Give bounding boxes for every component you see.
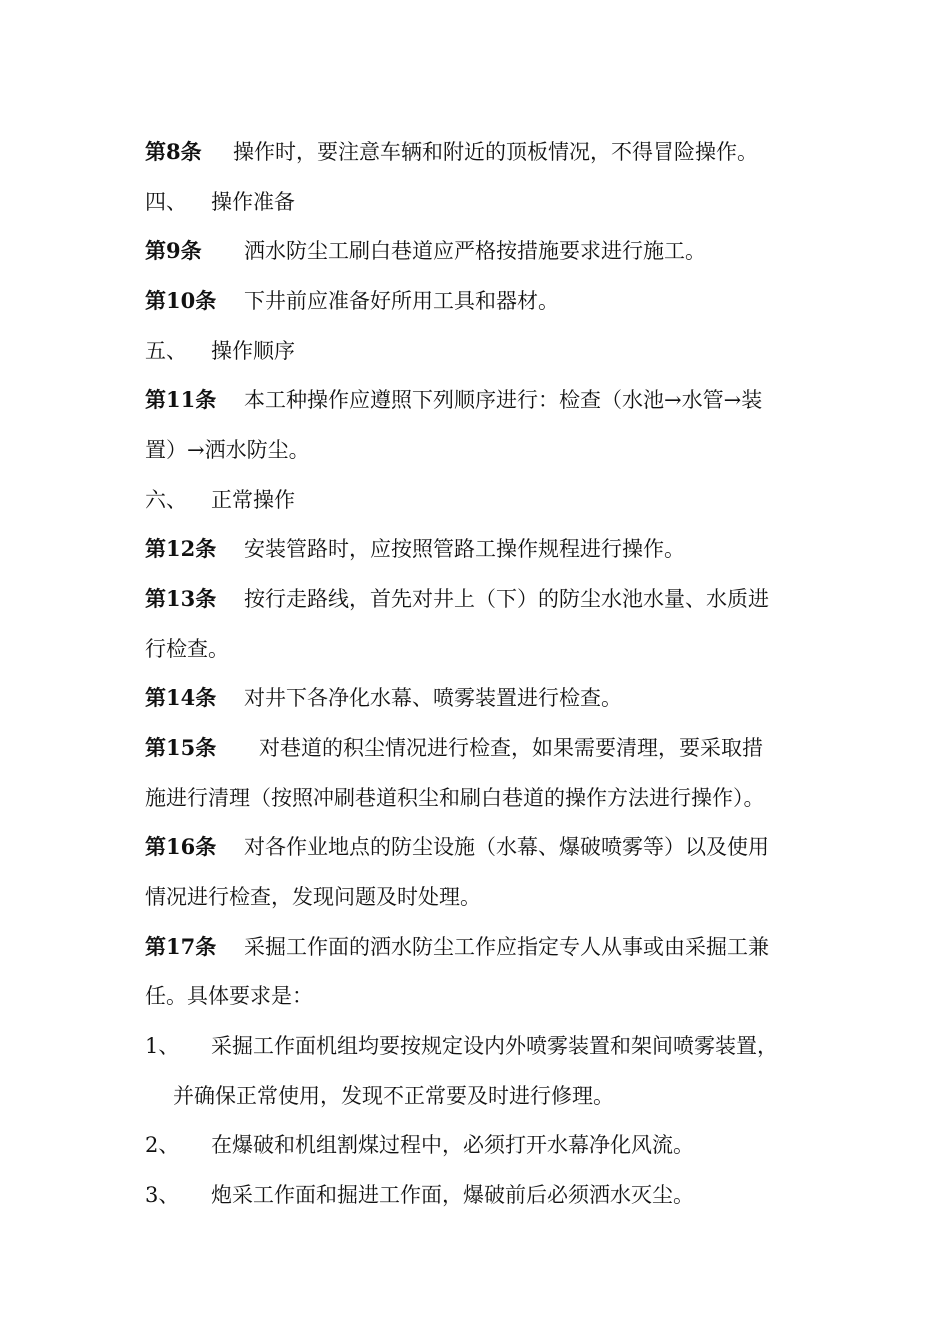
article-16-continuation: [145, 883, 840, 911]
list-text: 采掘工作面机组均要按规定设内外喷雾装置和架间喷雾装置，: [211, 1034, 778, 1058]
article-11: [145, 386, 840, 414]
article-text: 行检查。: [145, 637, 229, 661]
section-number: 六、: [145, 488, 187, 512]
article-11-continuation: [145, 436, 840, 464]
section-title: 正常操作: [211, 488, 295, 512]
article-number: 第9条: [145, 238, 202, 263]
article-13: [145, 585, 840, 613]
article-number: 第14条: [145, 685, 217, 710]
article-number: 第11条: [145, 387, 217, 412]
article-17: [145, 933, 840, 961]
article-number: 第8条: [145, 139, 202, 164]
article-9: [145, 237, 840, 265]
article-number: 第16条: [145, 834, 217, 859]
article-text: 置）→洒水防尘。: [145, 438, 310, 462]
list-item-2: [145, 1131, 840, 1159]
article-text: 情况进行检查，发现问题及时处理。: [145, 885, 481, 909]
article-text: 下井前应准备好所用工具和器材。: [244, 289, 559, 313]
article-15-continuation: [145, 784, 840, 812]
article-14: [145, 684, 840, 712]
list-item-1: [145, 1032, 840, 1060]
article-text: 操作时，要注意车辆和附近的顶板情况，不得冒险操作。: [233, 140, 758, 164]
list-number: 3、: [145, 1183, 180, 1207]
article-text: 按行走路线，首先对井上（下）的防尘水池水量、水质进: [244, 587, 769, 611]
list-text: 炮采工作面和掘进工作面，爆破前后必须洒水灭尘。: [211, 1183, 694, 1207]
section-title: 操作准备: [211, 190, 295, 214]
article-17-continuation: [145, 982, 840, 1010]
article-text: 对巷道的积尘情况进行检查，如果需要清理，要采取措: [259, 736, 763, 760]
article-number: 第13条: [145, 586, 217, 611]
section-heading-6: [145, 486, 840, 514]
article-8: [145, 138, 840, 166]
article-text: 采掘工作面的洒水防尘工作应指定专人从事或由采掘工兼: [244, 935, 769, 959]
list-text: 并确保正常使用，发现不正常要及时进行修理。: [173, 1084, 614, 1108]
article-number: 第12条: [145, 536, 217, 561]
list-item-1-continuation: [173, 1082, 840, 1110]
article-text: 施进行清理（按照冲刷巷道积尘和刷白巷道的操作方法进行操作）。: [145, 786, 765, 810]
section-heading-4: [145, 188, 840, 216]
article-number: 第17条: [145, 934, 217, 959]
article-text: 安装管路时，应按照管路工操作规程进行操作。: [244, 537, 685, 561]
list-text: 在爆破和机组割煤过程中，必须打开水幕净化风流。: [211, 1133, 694, 1157]
article-text: 洒水防尘工刷白巷道应严格按措施要求进行施工。: [244, 239, 706, 263]
article-10: [145, 287, 840, 315]
article-number: 第10条: [145, 288, 217, 313]
article-16: [145, 833, 840, 861]
list-number: 1、: [145, 1034, 180, 1058]
article-text: 本工种操作应遵照下列顺序进行：检查（水池→水管→装: [244, 388, 763, 412]
section-number: 五、: [145, 339, 187, 363]
article-12: [145, 535, 840, 563]
article-15: [145, 734, 840, 762]
article-text: 任。具体要求是：: [145, 984, 313, 1008]
article-13-continuation: [145, 635, 840, 663]
list-item-3: [145, 1181, 840, 1209]
section-number: 四、: [145, 190, 187, 214]
article-text: 对各作业地点的防尘设施（水幕、爆破喷雾等）以及使用: [244, 835, 769, 859]
section-title: 操作顺序: [211, 339, 295, 363]
article-text: 对井下各净化水幕、喷雾装置进行检查。: [244, 686, 622, 710]
list-number: 2、: [145, 1133, 180, 1157]
article-number: 第15条: [145, 735, 217, 760]
section-heading-5: [145, 337, 840, 365]
